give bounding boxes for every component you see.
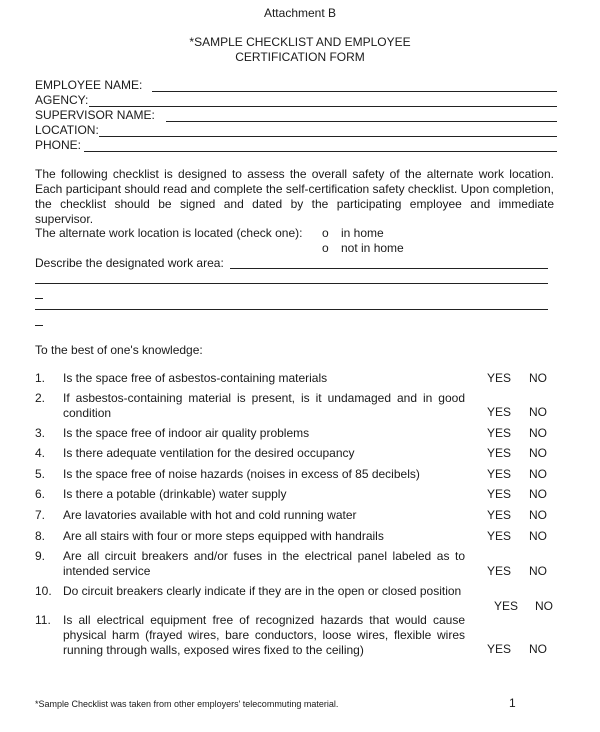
no-option[interactable]: NO (529, 426, 547, 440)
no-option[interactable]: NO (529, 508, 547, 522)
question-number: 7. (35, 508, 46, 522)
question-text: Is the space free of asbestos-containing materials (63, 371, 328, 385)
page-number: 1 (509, 696, 516, 710)
describe-line-2-tail (35, 298, 43, 299)
option-not-in-home[interactable]: not in home (341, 241, 404, 255)
yes-option[interactable]: YES (487, 529, 512, 543)
no-option[interactable]: NO (529, 487, 547, 501)
location-label: LOCATION: (35, 123, 99, 137)
question-text: Is there adequate ventilation for the desired occupancy (63, 446, 355, 460)
question-text: Is the space free of noise hazards (noises in excess of 85 decibels) (63, 467, 420, 481)
question-text: Is the space free of indoor air quality problems (63, 426, 310, 440)
no-option[interactable]: NO (529, 564, 547, 578)
question-number: 1. (35, 371, 46, 385)
location-line[interactable] (99, 136, 557, 137)
question-text: Are all circuit breakers and/or fuses in the electrical panel labeled as to intended service (63, 549, 465, 578)
describe-line-2[interactable] (35, 283, 548, 284)
question-number: 6. (35, 487, 46, 501)
yes-option[interactable]: YES (494, 599, 519, 613)
yes-option[interactable]: YES (487, 446, 512, 460)
supervisor-name-label: SUPERVISOR NAME: (35, 108, 155, 122)
yes-option[interactable]: YES (487, 371, 512, 385)
option-bullet[interactable]: o (322, 226, 329, 240)
employee-name-line[interactable] (152, 91, 557, 92)
question-number: 11. (35, 613, 51, 627)
supervisor-name-line[interactable] (166, 121, 557, 122)
describe-line-1[interactable] (230, 268, 548, 269)
employee-name-label: EMPLOYEE NAME: (35, 78, 143, 92)
yes-option[interactable]: YES (487, 467, 512, 481)
phone-line[interactable] (84, 151, 557, 152)
question-number: 3. (35, 426, 46, 440)
yes-option[interactable]: YES (487, 426, 512, 440)
no-option[interactable]: NO (529, 405, 547, 419)
describe-line-3-tail (35, 325, 43, 326)
question-text: Are lavatories available with hot and cold running water (63, 508, 357, 522)
no-option[interactable]: NO (535, 599, 553, 613)
no-option[interactable]: NO (529, 642, 547, 656)
no-option[interactable]: NO (529, 371, 547, 385)
option-bullet[interactable]: o (322, 241, 329, 255)
agency-label: AGENCY: (35, 93, 89, 107)
no-option[interactable]: NO (529, 529, 547, 543)
question-number: 2. (35, 391, 46, 405)
question-number: 4. (35, 446, 46, 460)
yes-option[interactable]: YES (487, 642, 512, 656)
question-text: Are all stairs with four or more steps equipped with handrails (63, 529, 384, 543)
form-title-line-2: CERTIFICATION FORM (235, 50, 365, 64)
question-text: Is all electrical equipment free of recognized hazards that would cause physical harm (frayed wires, bare conductors, loose wires, flexible wires running through walls, exposed wires fixed to the ceiling) (63, 613, 465, 657)
question-number: 10. (35, 584, 52, 598)
yes-option[interactable]: YES (487, 405, 512, 419)
yes-option[interactable]: YES (487, 487, 512, 501)
describe-line-3[interactable] (35, 309, 548, 310)
no-option[interactable]: NO (529, 467, 547, 481)
question-number: 8. (35, 529, 46, 543)
knowledge-intro: To the best of one's knowledge: (35, 343, 203, 357)
question-text: Do circuit breakers clearly indicate if they are in the open or closed position (63, 584, 462, 598)
question-text: If asbestos-containing material is present, is it undamaged and in good condition (63, 391, 465, 420)
form-title-line-1: *SAMPLE CHECKLIST AND EMPLOYEE (189, 35, 411, 49)
agency-line[interactable] (89, 106, 557, 107)
describe-work-area-label: Describe the designated work area: (35, 256, 224, 270)
location-question: The alternate work location is located (check one): (35, 226, 303, 240)
option-in-home[interactable]: in home (341, 226, 384, 240)
footnote: *Sample Checklist was taken from other employers' telecommuting material. (35, 699, 339, 709)
attachment-label: Attachment B (263, 6, 337, 20)
no-option[interactable]: NO (529, 446, 547, 460)
intro-paragraph: The following checklist is designed to assess the overall safety of the alternate work location. Each participant should read and complete the self-certification safety checklist. Upon completion, the checklist should be signed and dated by the participating employee and immediate supervisor. (35, 167, 554, 226)
question-number: 5. (35, 467, 46, 481)
phone-label: PHONE: (35, 138, 82, 152)
question-text: Is there a potable (drinkable) water supply (63, 487, 287, 501)
question-number: 9. (35, 549, 46, 563)
yes-option[interactable]: YES (487, 508, 512, 522)
yes-option[interactable]: YES (487, 564, 512, 578)
